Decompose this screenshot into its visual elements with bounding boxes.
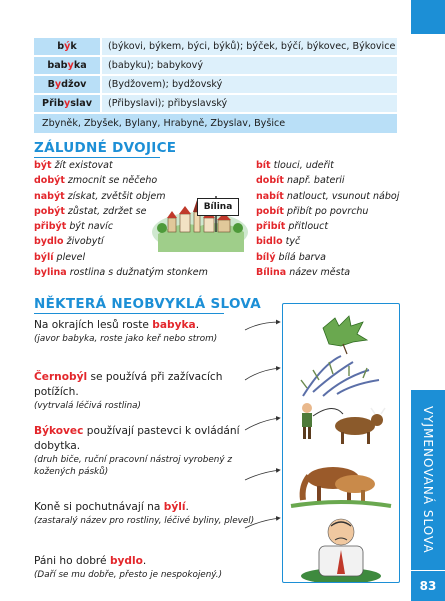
- table-row: [34, 57, 397, 74]
- pair-item: dobýt zmocnit se něčeho: [34, 175, 158, 187]
- pair-item: bidlo tyč: [256, 236, 301, 248]
- herdsman-cattle-icon: [302, 403, 385, 444]
- pair-item: Bílina název města: [256, 267, 351, 279]
- side-tab-label: VYJMENOVANÁ SLOVA: [421, 406, 435, 554]
- man-portrait-icon: [301, 519, 381, 582]
- pair-item: přibýt být navíc: [34, 221, 114, 233]
- pair-item: bylina rostlina s dužnatým stonkem: [34, 267, 208, 279]
- sentence-item: Na okrajích lesů roste babyka. (javor babyka, roste jako keř nebo strom): [34, 319, 218, 344]
- pair-item: bít tlouci, udeřit: [256, 160, 334, 171]
- table-key: babyka: [34, 57, 100, 74]
- sentence-item: Koně si pochutnávají na býlí. (zastaralý název pro rostliny, léčivé byliny, plevel): [34, 501, 255, 526]
- table-key: Přibyslav: [34, 95, 100, 112]
- title-underline: [34, 313, 224, 314]
- corner-tab: [411, 0, 445, 34]
- pairs-right: [256, 158, 399, 280]
- table-key: Bydžov: [34, 76, 100, 93]
- table-full-row: Zbyněk, Zbyšek, Bylany, Hrabyně, Zbyslav, Byšice: [34, 114, 397, 133]
- table-key: býk: [34, 38, 100, 55]
- section-title-unusual-words: NĚKTERÁ NEOBVYKLÁ SLOVA: [34, 296, 261, 312]
- pair-item: nabít natlouct, vsunout náboj: [256, 190, 400, 202]
- pair-item: pobýt zůstat, zdržet se: [34, 205, 147, 217]
- sentence-item: Páni ho dobré bydlo. (Daří se mu dobře, přesto je nespokojený.): [34, 555, 223, 580]
- pair-item: pobít přibít po povrchu: [256, 205, 369, 217]
- word-table: [34, 38, 397, 133]
- pair-item: bílý bílá barva: [256, 251, 326, 263]
- arrow-connectors: [240, 300, 285, 590]
- pair-item: být žít existovat: [34, 160, 113, 171]
- herb-plant-icon: [301, 356, 379, 396]
- pair-item: přibít přitlouct: [256, 221, 329, 233]
- illustration-column: [282, 303, 400, 583]
- sentence-item: Černobýl se používá při zažívacích potížích. (vytrvalá léčivá rostlina): [34, 371, 223, 411]
- table-value: (býkovi, býkem, býci, býků); býček, býčí, býkovec, Býkovice: [102, 38, 397, 55]
- grazing-horses-icon: [291, 467, 391, 506]
- table-value: (Bydžovem); bydžovský: [102, 76, 397, 93]
- pair-item: nabýt získat, zvětšit objem: [34, 190, 166, 202]
- section-title-pairs: ZÁLUDNÉ DVOJICE: [34, 140, 177, 156]
- pair-item: bydlo živobytí: [34, 236, 104, 248]
- sentence-item: Býkovec používají pastevci k ovládání dobytka. (druh biče, ruční pracovní nástroj vyrobený z kožených pásků): [34, 425, 240, 477]
- pair-item: býlí plevel: [34, 251, 86, 263]
- sentence-list: [34, 318, 264, 581]
- illustrations: [283, 304, 399, 582]
- table-row: [34, 38, 397, 55]
- town-sign: Bílina: [197, 198, 239, 216]
- pair-item: dobít např. baterii: [256, 175, 345, 187]
- table-row: [34, 95, 397, 112]
- page-number: 83: [411, 571, 445, 601]
- town-illustration: [150, 182, 250, 252]
- table-value: (Přibyslavi); přibyslavský: [102, 95, 397, 112]
- table-row: [34, 76, 397, 93]
- table-value: (babyku); babykový: [102, 57, 397, 74]
- maple-leaf-icon: [323, 316, 367, 354]
